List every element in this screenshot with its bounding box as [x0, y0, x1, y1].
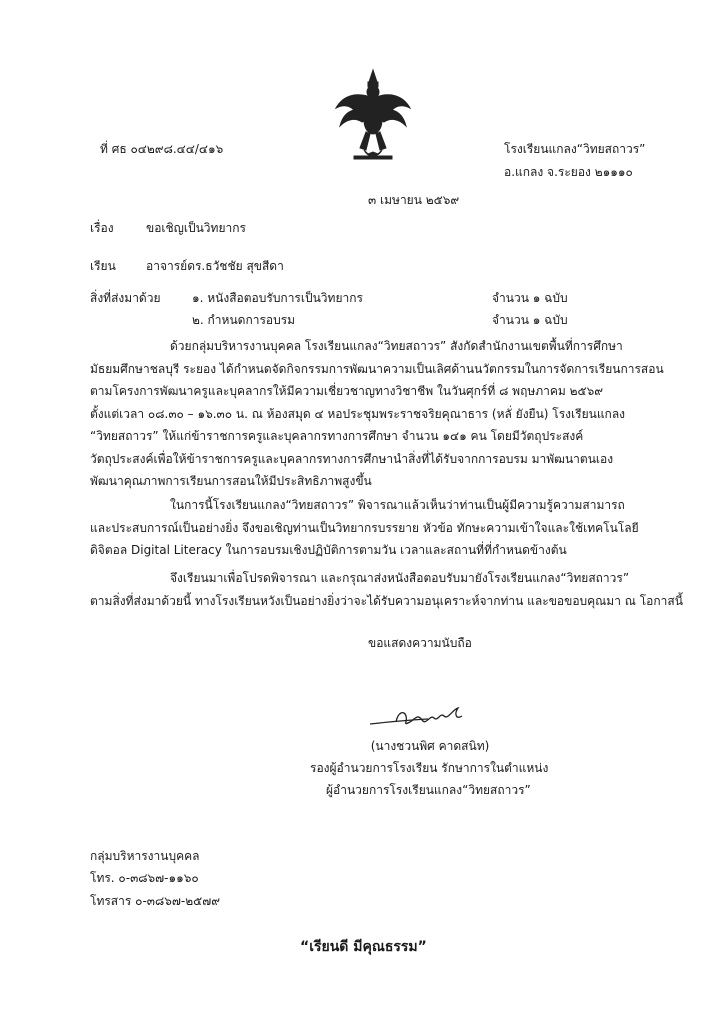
paragraph-line: ตามสิ่งที่ส่งมาด้วยนี้ ทางโรงเรียนหวังเป็นอย่างยิ่งว่าจะได้รับความอนุเคราะห์จากท่าน และขอขอบคุณมา ณ โอกาสนี้ [90, 593, 683, 608]
paragraph-line: จึงเรียนมาเพื่อโปรดพิจารณา และกรุณาส่งหนังสือตอบรับมายังโรงเรียนแกลง“วิทยสถาวร” [170, 571, 630, 585]
subject-label: เรื่อง [90, 221, 114, 235]
school-name: โรงเรียนแกลง“วิทยสถาวร” [504, 142, 646, 156]
signatory-position: รองผู้อำนวยการโรงเรียน รักษาการในตำแหน่ง [310, 761, 549, 775]
paragraph-line: ตั้งแต่เวลา ๐๘.๓๐ – ๑๖.๓๐ น. ณ ห้องสมุด ๔ หอประชุมพระราชจริยคุณาธาร (หลั่ ยังยืน) โรงเรียนแกลง [90, 406, 626, 421]
recipient-name: อาจารย์ดร.ธวัชชัย สุขสีดา [146, 259, 284, 273]
paragraph-line: วัตถุประสงค์เพื่อให้ข้าราชการครูและบุคลากรทางการศึกษานำสิ่งที่ได้รับจากการอบรม มาพัฒนาตนเอง [90, 451, 614, 466]
signatory-position: ผู้อำนวยการโรงเรียนแกลง“วิทยสถาวร” [326, 783, 531, 797]
body-paragraph-3 [90, 567, 683, 612]
school-motto: “เรียนดี มีคุณธรรม” [300, 939, 427, 955]
paragraph-line: ในการนี้โรงเรียนแกลง“วิทยสถาวร” พิจารณาแล้วเห็นว่าท่านเป็นผู้มีความรู้ความสามารถ [170, 498, 625, 512]
body-paragraph-1 [90, 335, 664, 493]
enclosure-item: ๒. กำหนดการอบรม [192, 313, 296, 327]
paragraph-line: “วิทยสถาวร” ให้แก่ข้าราชการครูและบุคลากรทางการศึกษา จำนวน ๑๔๑ คน โดยมีวัตถุประสงค์ [90, 429, 584, 443]
phone-number: โทร. ๐-๓๘๖๗-๑๑๖๐ [90, 871, 199, 885]
letter-date: ๓ เมษายน ๒๕๖๙ [368, 193, 460, 207]
handwritten-signature [368, 702, 488, 732]
closing-salutation: ขอแสดงความนับถือ [368, 636, 472, 650]
enclosure-quantity: จำนวน ๑ ฉบับ [492, 313, 568, 327]
paragraph-line: มัธยมศึกษาชลบุรี ระยอง ได้กำหนดจัดกิจกรรมการพัฒนาความเป็นเลิศด้านนวัตกรรมในการจัดการเรียนการสอน [90, 361, 664, 376]
subject-text: ขอเชิญเป็นวิทยากร [146, 221, 246, 235]
paragraph-line: ตามโครงการพัฒนาครูและบุคลากรให้มีความเชี่ยวชาญทางวิชาชีพ ในวันศุกร์ที่ ๘ พฤษภาคม ๒๕๖๙ [90, 384, 604, 398]
paragraph-line: พัฒนาคุณภาพการเรียนการสอนให้มีประสิทธิภาพสูงขึ้น [90, 474, 372, 488]
paragraph-line: ดิจิตอล Digital Literacy ในการอบรมเชิงปฏิบัติการตามวัน เวลาและสถานที่ที่กำหนดข้างต้น [90, 543, 567, 557]
enclosure-quantity: จำนวน ๑ ฉบับ [492, 291, 568, 305]
enclosures-label: สิ่งที่ส่งมาด้วย [90, 291, 161, 305]
garuda-emblem-icon [334, 68, 412, 164]
department-name: กลุ่มบริหารงานบุคคล [90, 849, 200, 863]
school-address: อ.แกลง จ.ระยอง ๒๑๑๑๐ [504, 165, 633, 179]
fax-number: โทรสาร ๐-๓๘๖๗-๒๕๗๙ [90, 894, 221, 908]
paragraph-line: ด้วยกลุ่มบริหารงานบุคคล โรงเรียนแกลง“วิทยสถาวร” สังกัดสำนักงานเขตพื้นที่การศึกษา [170, 339, 623, 353]
enclosure-item: ๑. หนังสือตอบรับการเป็นวิทยากร [192, 291, 363, 305]
body-paragraph-2 [90, 494, 639, 562]
recipient-label: เรียน [90, 259, 116, 273]
paragraph-line: และประสบการณ์เป็นอย่างยิ่ง จึงขอเชิญท่านเป็นวิทยากรบรรยาย หัวข้อ ทักษะความเข้าใจและใช้เทคโนโลยี [90, 520, 639, 535]
signatory-name: (นางชวนพิศ คาดสนิท) [370, 739, 490, 753]
reference-number: ที่ ศธ ๐๔๒๙๘.๔๔/๔๑๖ [100, 142, 224, 156]
